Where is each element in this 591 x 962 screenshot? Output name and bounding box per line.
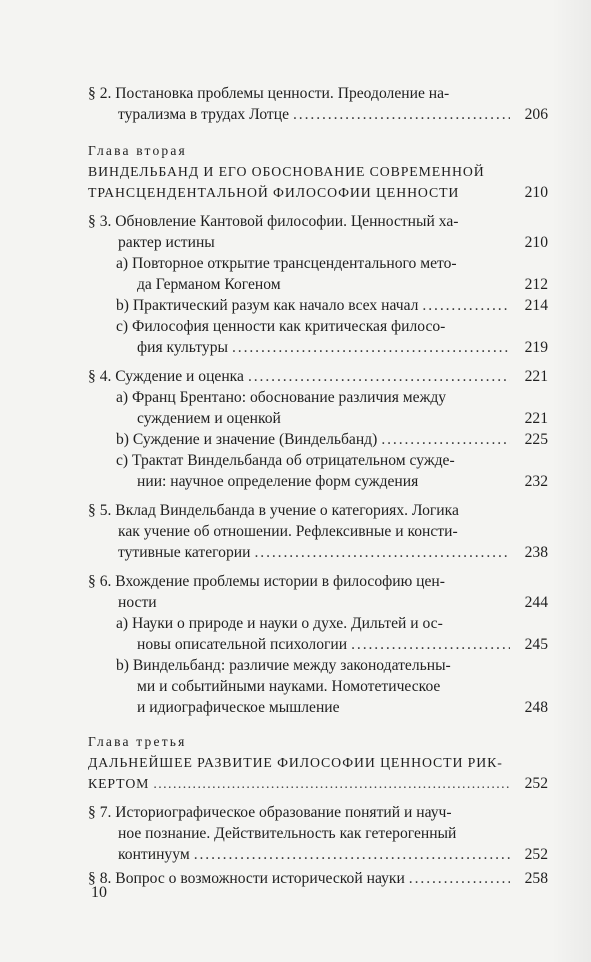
toc-entry-text: КЕРТОМ (88, 776, 150, 791)
toc-entry-section-5[interactable] (88, 500, 548, 563)
toc-entry-section-3[interactable] (88, 211, 548, 253)
toc-entry-section-6[interactable] (88, 571, 548, 613)
leader-dots (351, 634, 510, 655)
toc-entry-section-4b[interactable] (116, 429, 548, 450)
page-number: 10 (91, 884, 107, 901)
toc-entry-text: ТРАНСЦЕНДЕНТАЛЬНОЙ ФИЛОСОФИИ ЦЕННОСТИ (88, 185, 460, 200)
toc-entry-section-3c[interactable] (116, 316, 548, 358)
toc-entry-text: ности (118, 594, 157, 611)
leader-dots (194, 844, 510, 865)
toc-entry-text: ВИНДЕЛЬБАНД И ЕГО ОБОСНОВАНИЕ СОВРЕМЕННОЙ (88, 164, 485, 179)
toc-entry-text: а) Науки о природе и науки о духе. Дильтей и ос- (116, 615, 443, 632)
leader-dots (409, 868, 510, 889)
toc-entry-text: § 2. Постановка проблемы ценности. Преодоление на- (88, 85, 450, 102)
page-ref: 245 (524, 636, 548, 653)
leader-dots (248, 366, 510, 387)
toc-entry-text: тутивные категории (118, 544, 251, 561)
leader-dots (153, 773, 510, 794)
page-ref: 221 (524, 410, 548, 427)
toc-entry-text: рактер истины (118, 234, 215, 251)
toc-entry-section-2[interactable] (88, 83, 548, 125)
toc-entry-text: ное познание. Действительность как гетерогенный (118, 825, 457, 842)
page-ref: 244 (524, 594, 548, 611)
toc-entry-text: фия культуры (137, 339, 228, 356)
page-ref: 212 (524, 276, 548, 293)
toc-entry-text: § 8. Вопрос о возможности исторической науки (88, 870, 405, 887)
toc-entry-text: ДАЛЬНЕЙШЕЕ РАЗВИТИЕ ФИЛОСОФИИ ЦЕННОСТИ РИК- (88, 755, 503, 770)
page-ref: 252 (524, 775, 548, 792)
toc-entry-text: как учение об отношении. Рефлексивные и консти- (118, 523, 458, 540)
toc-entry-text: c) Философия ценности как критическая филосо- (116, 318, 446, 335)
toc-entry-text: § 7. Историографическое образование понятий и науч- (88, 804, 452, 821)
page-ref: 258 (524, 870, 548, 887)
chapter-label: Глава вторая (88, 143, 187, 158)
toc-entry-text: а) Франц Брентано: обоснование различия между (116, 389, 447, 406)
chapter-label: Глава третья (88, 734, 187, 749)
toc-entry-text: ми и событийными науками. Номотетическое (137, 678, 441, 695)
toc-entry-chapter-2[interactable] (88, 161, 548, 203)
leader-dots (422, 295, 510, 316)
leader-dots (232, 337, 510, 358)
toc-entry-text: § 5. Вклад Виндельбанда в учение о категориях. Логика (88, 502, 459, 519)
toc-entry-text: да Германом Когеном (137, 276, 281, 293)
toc-entry-text: турализма в трудах Лотце (118, 106, 289, 123)
toc-entry-section-3a[interactable] (116, 253, 548, 295)
toc-entry-section-6a[interactable] (116, 613, 548, 655)
page-ref: 210 (524, 184, 548, 201)
page-ref: 252 (524, 846, 548, 863)
toc-entry-text: нии: научное определение форм суждения (137, 473, 419, 490)
page-ref: 206 (524, 106, 548, 123)
toc-entry-text: новы описательной психологии (137, 636, 348, 653)
toc-entry-text: § 3. Обновление Кантовой философии. Ценностный ха- (88, 213, 459, 230)
toc-entry-text: § 6. Вхождение проблемы истории в философию цен- (88, 573, 445, 590)
page-ref: 214 (524, 297, 548, 314)
toc-entry-section-4a[interactable] (116, 387, 548, 429)
toc-entry-text: b) Суждение и значение (Виндельбанд) (116, 431, 378, 448)
toc-entry-text: а) Повторное открытие трансцендентального мето- (116, 255, 457, 272)
toc-entry-section-6b[interactable] (116, 655, 548, 718)
toc-entry-section-4c[interactable] (116, 450, 548, 492)
toc-entry-chapter-3[interactable] (88, 752, 548, 794)
toc-entry-text: суждением и оценкой (137, 410, 281, 427)
toc-entry-section-8[interactable] (88, 868, 548, 889)
page-ref: 232 (524, 473, 548, 490)
leader-dots (381, 429, 510, 450)
leader-dots (254, 542, 510, 563)
toc-entry-section-4[interactable] (88, 366, 548, 387)
toc-entry-section-7[interactable] (88, 802, 548, 865)
page-edge-shadow (551, 0, 591, 962)
table-of-contents (88, 83, 548, 889)
leader-dots (293, 104, 510, 125)
page-ref: 210 (524, 234, 548, 251)
toc-entry-text: b) Практический разум как начало всех начал (116, 297, 419, 314)
toc-entry-text: c) Трактат Виндельбанда об отрицательном сужде- (116, 452, 455, 469)
toc-entry-text: § 4. Суждение и оценка (88, 368, 244, 385)
page-ref: 219 (524, 339, 548, 356)
page-ref: 238 (524, 544, 548, 561)
toc-entry-text: континуум (118, 846, 190, 863)
page-ref: 248 (524, 699, 548, 716)
page-ref: 225 (524, 431, 548, 448)
toc-entry-section-3b[interactable] (116, 295, 548, 316)
toc-entry-text: и идиографическое мышление (137, 699, 340, 716)
toc-entry-text: b) Виндельбанд: различие между законодательны- (116, 657, 451, 674)
page-ref: 221 (524, 368, 548, 385)
